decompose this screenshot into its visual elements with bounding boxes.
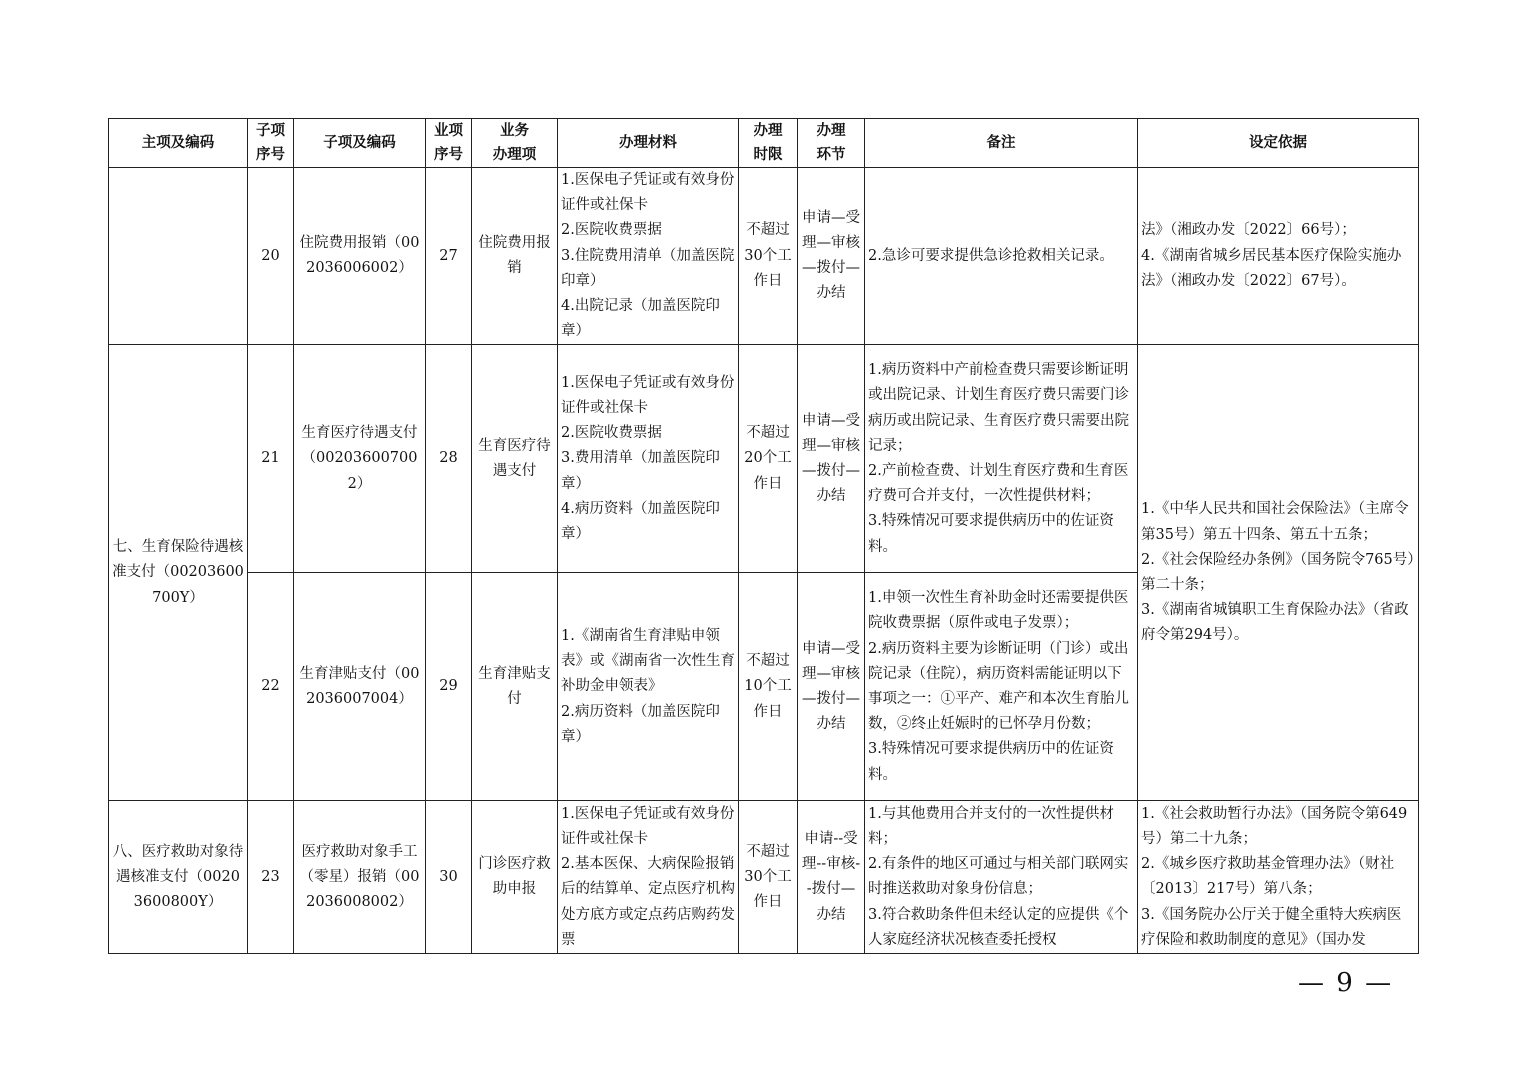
- basis-cell: 1.《社会救助暂行办法》（国务院令第649号）第二十九条； 2.《城乡医疗救助基金管理办法》（财社〔2013〕217号）第八条； 3.《国务院办公厅关于健全重特大疾病医疗保险和救助制度的意见》（国办发: [1138, 801, 1419, 954]
- biz-item-cell: 生育医疗待遇支付: [472, 345, 558, 573]
- sub-no-cell: 20: [248, 168, 294, 345]
- remarks-cell: 2.急诊可要求提供急诊抢救相关记录。: [865, 168, 1138, 345]
- main-item-cell: [109, 168, 248, 345]
- service-items-table: [108, 118, 1419, 954]
- sub-item-cell: 生育医疗待遇支付（002036007002）: [294, 345, 426, 573]
- remarks-cell: 1.病历资料中产前检查费只需要诊断证明或出院记录、计划生育医疗费只需要门诊病历或出院记录、生育医疗费只需要出院记录； 2.产前检查费、计划生育医疗费和生育医疗费可合并支付，一次性提供材料； 3.特殊情况可要求提供病历中的佐证资料。: [865, 345, 1138, 573]
- time-limit-cell: 不超过30个工作日: [739, 801, 798, 954]
- biz-item-cell: 门诊医疗救助申报: [472, 801, 558, 954]
- header-sub-no: 子项 序号: [248, 119, 294, 168]
- table-row: [109, 801, 1419, 954]
- biz-item-cell: 住院费用报销: [472, 168, 558, 345]
- header-biz-no: 业项 序号: [426, 119, 472, 168]
- header-materials: 办理材料: [558, 119, 739, 168]
- table-header-row: [109, 119, 1419, 168]
- header-remarks: 备注: [865, 119, 1138, 168]
- materials-cell: 1.医保电子凭证或有效身份证件或社保卡 2.医院收费票据 3.费用清单（加盖医院印章） 4.病历资料（加盖医院印章）: [558, 345, 739, 573]
- steps-cell: 申请--受理--审核--拨付—办结: [798, 801, 865, 954]
- time-limit-cell: 不超过10个工作日: [739, 573, 798, 801]
- main-item-cell: 七、生育保险待遇核准支付（00203600700Y）: [109, 345, 248, 801]
- table-row: [109, 168, 1419, 345]
- steps-cell: 申请—受理—审核—拨付—办结: [798, 168, 865, 345]
- biz-no-cell: 29: [426, 573, 472, 801]
- materials-cell: 1.医保电子凭证或有效身份证件或社保卡 2.基本医保、大病保险报销后的结算单、定点医疗机构处方底方或定点药店购药发票: [558, 801, 739, 954]
- main-item-cell: 八、医疗救助对象待遇核准支付（00203600800Y）: [109, 801, 248, 954]
- header-basis: 设定依据: [1138, 119, 1419, 168]
- sub-no-cell: 23: [248, 801, 294, 954]
- remarks-cell: 1.申领一次性生育补助金时还需要提供医院收费票据（原件或电子发票）； 2.病历资料主要为诊断证明（门诊）或出院记录（住院），病历资料需能证明以下事项之一：①平产、难产和本次生育胎儿数，②终止妊娠时的已怀孕月份数； 3.特殊情况可要求提供病历中的佐证资料。: [865, 573, 1138, 801]
- page-number: — 9 —: [1298, 968, 1394, 998]
- time-limit-cell: 不超过20个工作日: [739, 345, 798, 573]
- biz-no-cell: 30: [426, 801, 472, 954]
- steps-cell: 申请—受理—审核—拨付—办结: [798, 573, 865, 801]
- header-steps: 办理 环节: [798, 119, 865, 168]
- remarks-cell: 1.与其他费用合并支付的一次性提供材料； 2.有条件的地区可通过与相关部门联网实时推送救助对象身份信息； 3.符合救助条件但未经认定的应提供《个人家庭经济状况核查委托授权: [865, 801, 1138, 954]
- header-main-item: 主项及编码: [109, 119, 248, 168]
- time-limit-cell: 不超过30个工作日: [739, 168, 798, 345]
- biz-no-cell: 28: [426, 345, 472, 573]
- sub-no-cell: 21: [248, 345, 294, 573]
- biz-item-cell: 生育津贴支付: [472, 573, 558, 801]
- sub-no-cell: 22: [248, 573, 294, 801]
- basis-cell: 1.《中华人民共和国社会保险法》（主席令第35号）第五十四条、第五十五条； 2.《社会保险经办条例》（国务院令765号）第二十条； 3.《湖南省城镇职工生育保险办法》（省政府令第294号）。: [1138, 345, 1419, 801]
- steps-cell: 申请—受理—审核—拨付—办结: [798, 345, 865, 573]
- header-time-limit: 办理 时限: [739, 119, 798, 168]
- header-biz-item: 业务 办理项: [472, 119, 558, 168]
- sub-item-cell: 生育津贴支付（002036007004）: [294, 573, 426, 801]
- basis-cell: 法》（湘政办发〔2022〕66号）； 4.《湖南省城乡居民基本医疗保险实施办法》（湘政办发〔2022〕67号）。: [1138, 168, 1419, 345]
- materials-cell: 1.医保电子凭证或有效身份证件或社保卡 2.医院收费票据 3.住院费用清单（加盖医院印章） 4.出院记录（加盖医院印章）: [558, 168, 739, 345]
- sub-item-cell: 住院费用报销（002036006002）: [294, 168, 426, 345]
- table-row: [109, 345, 1419, 573]
- biz-no-cell: 27: [426, 168, 472, 345]
- header-sub-item: 子项及编码: [294, 119, 426, 168]
- materials-cell: 1.《湖南省生育津贴申领表》或《湖南省一次性生育补助金申领表》 2.病历资料（加盖医院印章）: [558, 573, 739, 801]
- sub-item-cell: 医疗救助对象手工（零星）报销（002036008002）: [294, 801, 426, 954]
